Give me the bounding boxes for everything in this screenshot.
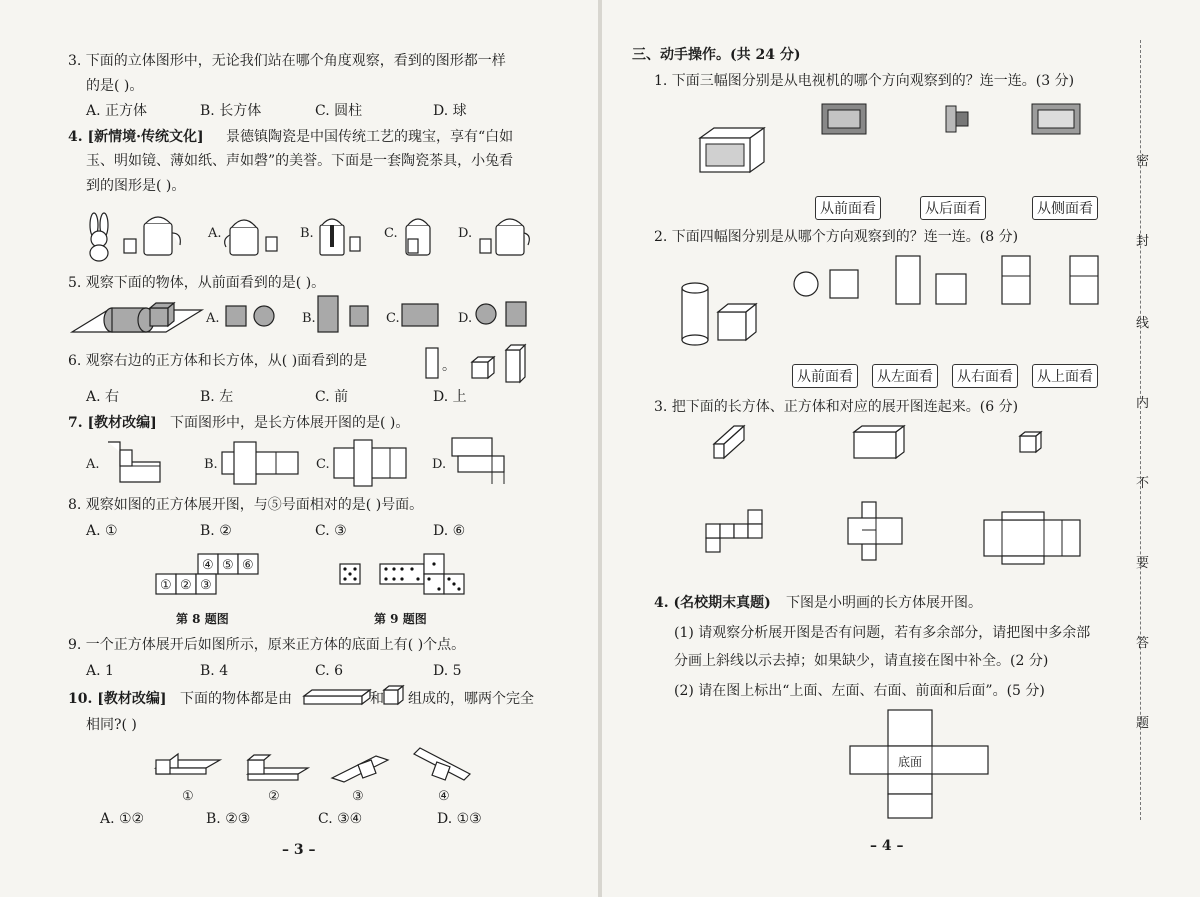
q10-option-b: B. ②③ [206,811,251,827]
svg-text:④: ④ [202,558,214,573]
q9-line1: 9. 一个正方体展开后如图所示，原来正方体的底面上有( )个点。 [68,637,466,653]
rq2-label-right: 从右面看 [952,364,1018,388]
q9-option-d: D. 5 [433,663,462,679]
q6-end-mark: 。 [442,358,456,374]
rq1-label-back: 从后面看 [920,196,986,220]
rq2-label-front: 从前面看 [792,364,858,388]
svg-text:③: ③ [200,578,212,593]
svg-text:⑤: ⑤ [222,558,234,573]
q3-line2: 的是( )。 [86,78,144,94]
seal-char: 题 [1136,716,1150,731]
svg-text:④: ④ [438,789,450,804]
q4-line2: 玉、明如镜、薄如纸、声如磬”的美誉。下面是一套陶瓷茶具，小兔看 [86,153,514,169]
q6-option-a: A. 右 [86,389,120,405]
right-page [602,0,1200,897]
q5-figures [68,296,598,341]
rq3-figures [702,420,1102,570]
rq1-label-front: 从前面看 [815,196,881,220]
q7-line1: 下面图形中，是长方体展开图的是( )。 [170,415,410,431]
q3-line1: 3. 下面的立体图形中，无论我们站在哪个角度观察，看到的图形都一样 [68,53,506,69]
q4-option-c: C. [384,226,398,241]
q7-option-c: C. [316,457,330,472]
svg-text:③: ③ [352,789,364,804]
q7-option-b: B. [204,457,218,472]
q9-option-b: B. 4 [200,663,229,679]
q10-line1a: 下面的物体都是由 [180,691,292,707]
q5-option-d: D. [458,311,473,326]
seal-char: 要 [1136,556,1150,571]
q8-caption: 第 8 题图 [176,612,229,626]
q10-option-d: D. ①③ [437,811,482,827]
q4-figures [80,205,600,265]
q10-tag: 10. [教材改编] [68,691,167,707]
q7-option-a: A. [86,457,100,472]
q4-tag: 4. [新情境·传统文化] [68,129,204,145]
q7-figures [86,436,526,488]
q9-caption: 第 9 题图 [374,612,427,626]
section-title: 三、动手操作。(共 24 分) [632,47,801,63]
q10-line1b: 和 [370,691,384,707]
rq1-label-side: 从侧面看 [1032,196,1098,220]
q4-line1: 景德镇陶瓷是中国传统工艺的瑰宝，享有“白如 [226,129,514,145]
bottom-face-label: 底面 [898,755,923,769]
q10-line2: 相同?( ) [86,717,137,733]
q6-option-c: C. 前 [315,389,349,405]
q4-option-d: D. [458,226,473,241]
q9-option-c: C. 6 [315,663,344,679]
rq4-net [848,708,1038,828]
q6-line1: 6. 观察右边的正方体和长方体，从( )面看到的是 [68,353,368,369]
q4-line3: 到的图形是( )。 [86,178,186,194]
rq2-label-top: 从上面看 [1032,364,1098,388]
rq1-line1: 1. 下面三幅图分别是从电视机的哪个方向观察到的？连一连。(3 分) [654,73,1075,89]
q3-option-d: D. 球 [433,103,467,119]
q3-option-c: C. 圆柱 [315,103,363,119]
q10-option-a: A. ①② [100,811,145,827]
page-number-right: – 4 – [870,838,904,854]
seal-char: 不 [1136,476,1150,491]
rq4-line4: (2) 请在图上标出“上面、左面、右面、前面和后面”。(5 分) [674,683,1045,699]
rq2-line1: 2. 下面四幅图分别是从哪个方向观察到的？连一连。(8 分) [654,229,1019,245]
seal-char: 内 [1136,396,1150,411]
tv-figures [698,100,1098,180]
seal-char: 封 [1136,234,1150,249]
q3-option-a: A. 正方体 [86,103,148,119]
q5-line1: 5. 观察下面的物体，从前面看到的是( )。 [68,275,326,291]
q3-option-b: B. 长方体 [200,103,262,119]
q5-option-b: B. [302,311,316,326]
rq4-line3: 分画上斜线以示去掉；如果缺少，请直接在图中补全。(2 分) [674,653,1049,669]
q6-option-d: D. 上 [433,389,467,405]
q8-q9-nets [150,554,470,600]
q10-option-c: C. ③④ [318,811,363,827]
q8-option-b: B. ② [200,523,232,539]
q8-option-c: C. ③ [315,523,347,539]
svg-text:⑥: ⑥ [242,558,254,573]
q10-parts [302,684,412,710]
svg-text:①: ① [182,789,194,804]
q4-option-b: B. [300,226,314,241]
q4-option-a: A. [208,226,222,241]
q6-option-b: B. 左 [200,389,234,405]
q7-option-d: D. [432,457,447,472]
q8-option-a: A. ① [86,523,118,539]
left-page [0,0,598,897]
q9-option-a: A. 1 [86,663,114,679]
q5-option-c: C. [386,311,400,326]
rq2-label-left: 从左面看 [872,364,938,388]
rabbit-icon [90,213,108,261]
seal-char: 答 [1136,636,1150,651]
svg-text:①: ① [160,578,172,593]
q8-line1: 8. 观察如图的正方体展开图，与⑤号面相对的是( )号面。 [68,497,424,513]
q10-figures [150,742,500,804]
rq4-line2: (1) 请观察分析展开图是否有问题，若有多余部分，请把图中多余部 [674,625,1091,641]
page-number-left: – 3 – [282,842,316,858]
q5-option-a: A. [206,311,220,326]
q6-figures [420,342,540,388]
seal-char: 线 [1136,316,1150,331]
svg-text:②: ② [180,578,192,593]
rq3-line1: 3. 把下面的长方体、正方体和对应的展开图连起来。(6 分) [654,399,1019,415]
q8-option-d: D. ⑥ [433,523,466,539]
rq4-line1: 下图是小明画的长方体展开图。 [786,595,982,611]
svg-text:②: ② [268,789,280,804]
rq2-figures [672,250,1132,350]
rq4-tag: 4. (名校期末真题) [654,595,771,611]
q7-tag: 7. [教材改编] [68,415,157,431]
seal-char: 密 [1136,154,1150,169]
q10-line1c: 组成的，哪两个完全 [408,691,534,707]
